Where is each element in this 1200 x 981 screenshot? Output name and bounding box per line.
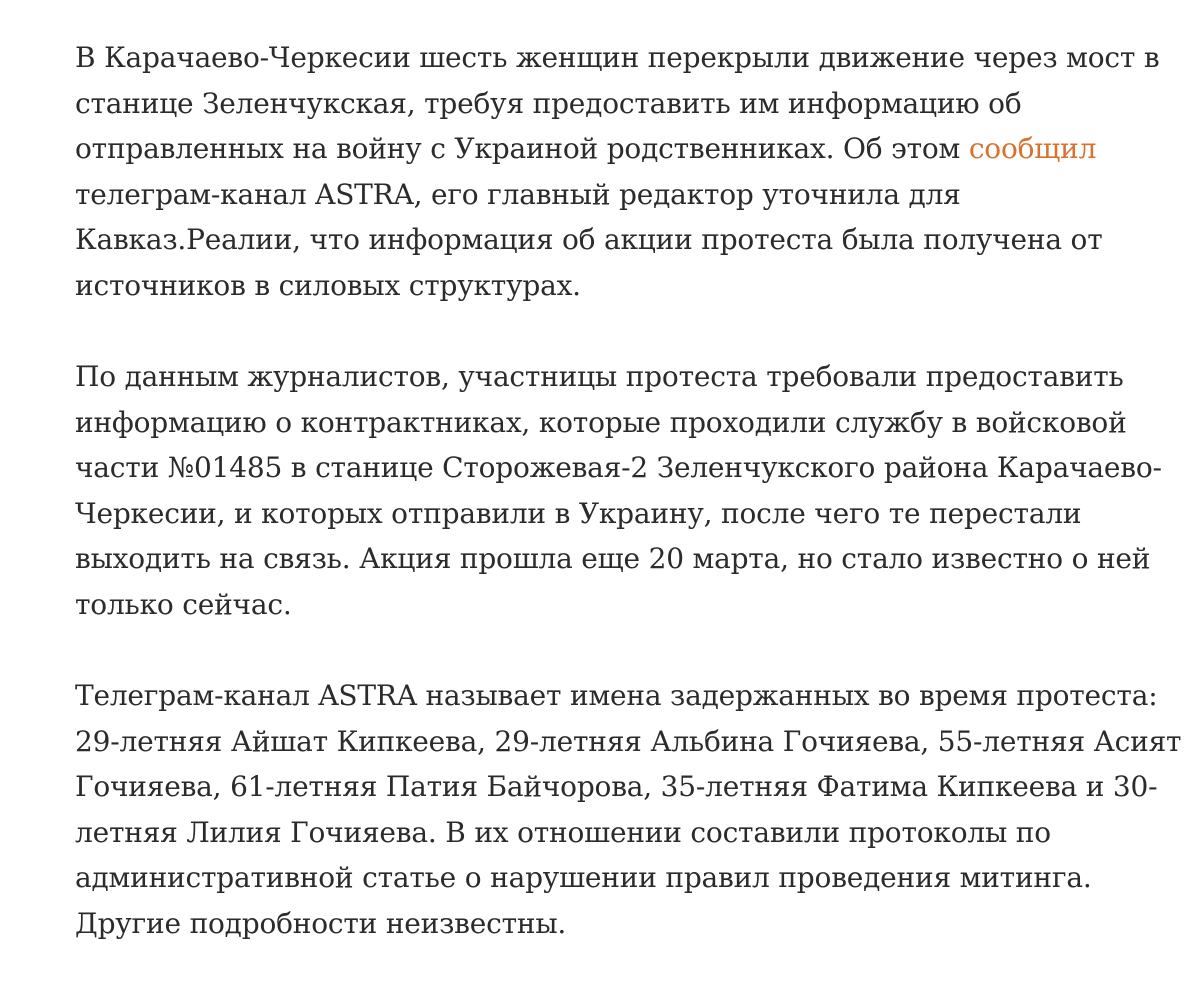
- paragraph-1: [75, 35, 1195, 308]
- paragraph-1-text-after-link: телеграм-канал ASTRA, его главный редактор уточнила для Кавказ.Реалии, что информация об акции протеста была получена от источников в силовых структурах.: [75, 177, 1103, 302]
- article-body: [75, 35, 1195, 946]
- paragraph-2: По данным журналистов, участницы протеста требовали предоставить информацию о контрактниках, которые проходили службу в войсковой части №01485 в станице Сторожевая-2 Зеленчукского района Карачаево-Черкесии, и которых отправили в Украину, после чего те перестали выходить на связь. Акция прошла еще 20 марта, но стало известно о ней только сейчас.: [75, 360, 1162, 621]
- paragraph-3: Телеграм-канал ASTRA называет имена задержанных во время протеста: 29-летняя Айшат Кипкеева, 29-летняя Альбина Гочияева, 55-летняя Асият Гочияева, 61-летняя Патия Байчорова, 35-летняя Фатима Кипкеева и 30-летняя Лилия Гочияева. В их отношении составили протоколы по административной статье о нарушении правил проведения митинга. Другие подробности неизвестны.: [75, 679, 1182, 940]
- source-link[interactable]: сообщил: [968, 132, 1097, 165]
- paragraph-1-text-before-link: В Карачаево-Черкесии шесть женщин перекрыли движение через мост в станице Зеленчукская, требуя предоставить им информацию об отправленных на войну с Украиной родственниках. Об этом: [75, 41, 1160, 165]
